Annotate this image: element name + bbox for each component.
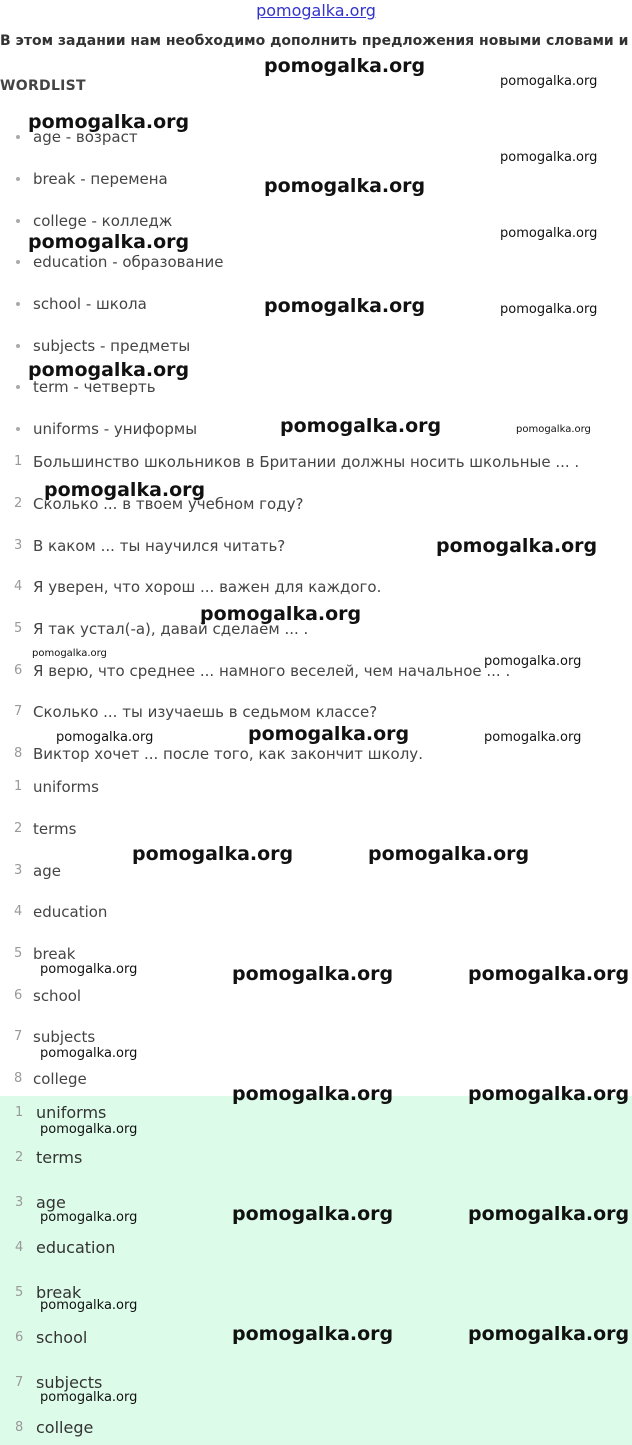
intro-text: В этом задании нам необходимо дополнить предложения новыми словами и	[0, 33, 629, 49]
watermark: pomogalka.org	[40, 962, 138, 977]
bullet-icon	[16, 427, 20, 431]
watermark: pomogalka.org	[516, 424, 591, 435]
watermark: pomogalka.org	[232, 1083, 394, 1105]
watermark: pomogalka.org	[436, 535, 598, 557]
watermark: pomogalka.org	[484, 730, 582, 745]
watermark: pomogalka.org	[500, 74, 598, 89]
bullet-icon	[16, 177, 20, 181]
bullet-icon	[16, 302, 20, 306]
watermark: pomogalka.org	[44, 479, 206, 501]
watermark: pomogalka.org	[232, 1203, 394, 1225]
watermark: pomogalka.org	[264, 175, 426, 197]
watermark: pomogalka.org	[132, 843, 294, 865]
watermark: pomogalka.org	[232, 963, 394, 985]
bullet-icon	[16, 219, 20, 223]
watermark: pomogalka.org	[468, 1323, 630, 1345]
site-link[interactable]: pomogalka.org	[256, 1, 376, 20]
bullet-icon	[16, 135, 20, 139]
watermark: pomogalka.org	[368, 843, 530, 865]
watermark: pomogalka.org	[280, 415, 442, 437]
watermark: pomogalka.org	[248, 723, 410, 745]
bullet-icon	[16, 260, 20, 264]
watermark: pomogalka.org	[28, 231, 190, 253]
watermark: pomogalka.org	[40, 1390, 138, 1405]
watermark: pomogalka.org	[28, 111, 190, 133]
watermark: pomogalka.org	[32, 648, 107, 659]
watermark: pomogalka.org	[500, 150, 598, 165]
watermark: pomogalka.org	[468, 1203, 630, 1225]
watermark: pomogalka.org	[468, 963, 630, 985]
watermark: pomogalka.org	[264, 55, 426, 77]
watermark: pomogalka.org	[200, 603, 362, 625]
watermark: pomogalka.org	[40, 1210, 138, 1225]
watermark: pomogalka.org	[500, 302, 598, 317]
watermark: pomogalka.org	[28, 359, 190, 381]
watermark: pomogalka.org	[40, 1046, 138, 1061]
watermark: pomogalka.org	[232, 1323, 394, 1345]
watermark: pomogalka.org	[484, 654, 582, 669]
watermark: pomogalka.org	[40, 1122, 138, 1137]
watermark: pomogalka.org	[264, 295, 426, 317]
watermark: pomogalka.org	[40, 1298, 138, 1313]
wordlist-heading: WORDLIST	[0, 78, 86, 94]
watermark: pomogalka.org	[56, 730, 154, 745]
bullet-icon	[16, 385, 20, 389]
watermark: pomogalka.org	[468, 1083, 630, 1105]
watermark: pomogalka.org	[500, 226, 598, 241]
bullet-icon	[16, 344, 20, 348]
